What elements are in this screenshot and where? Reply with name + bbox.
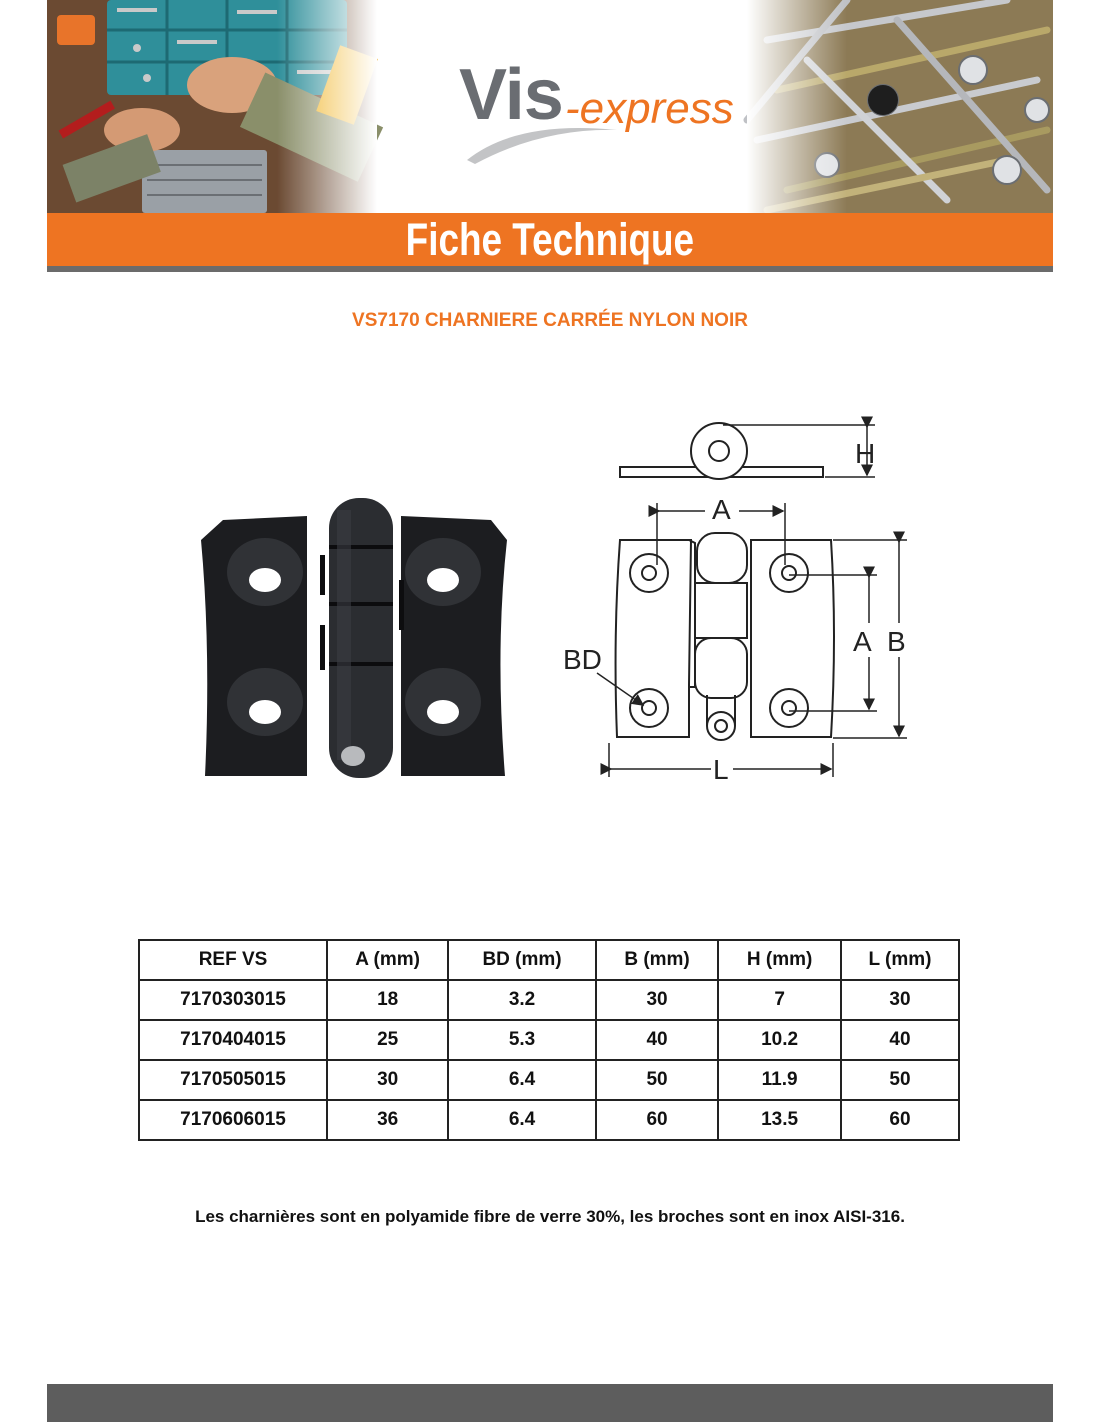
cell-ref: 7170303015 bbox=[139, 980, 327, 1020]
cell-ref: 7170404015 bbox=[139, 1020, 327, 1060]
title-underline bbox=[47, 266, 1053, 272]
dim-label-a-side: A bbox=[853, 626, 872, 657]
table-header-row bbox=[139, 940, 959, 980]
cell-h: 7 bbox=[718, 980, 841, 1020]
cell-bd: 3.2 bbox=[448, 980, 595, 1020]
cell-l: 40 bbox=[841, 1020, 959, 1060]
specs-table bbox=[138, 939, 960, 1141]
table-row bbox=[139, 1100, 959, 1140]
logo-text-main: Vis bbox=[459, 55, 563, 135]
table-row bbox=[139, 1020, 959, 1060]
material-note: Les charnières sont en polyamide fibre de verre 30%, les broches sont en inox AISI-316. bbox=[195, 1207, 905, 1226]
cell-bd: 6.4 bbox=[448, 1100, 595, 1140]
product-title: VS7170 CHARNIERE CARRÉE NYLON NOIR bbox=[352, 310, 748, 331]
cell-l: 60 bbox=[841, 1100, 959, 1140]
cell-ref: 7170505015 bbox=[139, 1060, 327, 1100]
cell-bd: 6.4 bbox=[448, 1060, 595, 1100]
col-header-a: A (mm) bbox=[327, 940, 448, 980]
col-header-bd: BD (mm) bbox=[448, 940, 595, 980]
cell-l: 50 bbox=[841, 1060, 959, 1100]
title-bar bbox=[47, 213, 1053, 266]
table-row bbox=[139, 1060, 959, 1100]
banner-title: Fiche Technique bbox=[405, 214, 695, 265]
cell-h: 11.9 bbox=[718, 1060, 841, 1100]
header-banner bbox=[47, 0, 1053, 213]
cell-h: 13.5 bbox=[718, 1100, 841, 1140]
cell-a: 18 bbox=[327, 980, 448, 1020]
cell-bd: 5.3 bbox=[448, 1020, 595, 1060]
cell-b: 30 bbox=[596, 980, 719, 1020]
hinge-photo bbox=[195, 490, 525, 790]
technical-drawing bbox=[555, 415, 935, 800]
cell-b: 50 bbox=[596, 1060, 719, 1100]
cell-a: 36 bbox=[327, 1100, 448, 1140]
col-header-h: H (mm) bbox=[718, 940, 841, 980]
logo-text-suffix: -express bbox=[565, 84, 734, 133]
dim-label-bd: BD bbox=[563, 644, 602, 675]
hinge-pin bbox=[341, 746, 365, 766]
cell-a: 25 bbox=[327, 1020, 448, 1060]
cell-b: 60 bbox=[596, 1100, 719, 1140]
cell-ref: 7170606015 bbox=[139, 1100, 327, 1140]
dim-label-b: B bbox=[887, 626, 906, 657]
cell-b: 40 bbox=[596, 1020, 719, 1060]
col-header-l: L (mm) bbox=[841, 940, 959, 980]
cell-h: 10.2 bbox=[718, 1020, 841, 1060]
table-row bbox=[139, 980, 959, 1020]
col-header-b: B (mm) bbox=[596, 940, 719, 980]
dim-label-l: L bbox=[713, 754, 729, 785]
logo bbox=[447, 48, 767, 178]
col-header-ref: REF VS bbox=[139, 940, 327, 980]
cell-l: 30 bbox=[841, 980, 959, 1020]
dim-label-a-top: A bbox=[712, 494, 731, 525]
cell-a: 30 bbox=[327, 1060, 448, 1100]
dim-label-h: H bbox=[855, 438, 876, 469]
footer-bar bbox=[47, 1384, 1053, 1422]
